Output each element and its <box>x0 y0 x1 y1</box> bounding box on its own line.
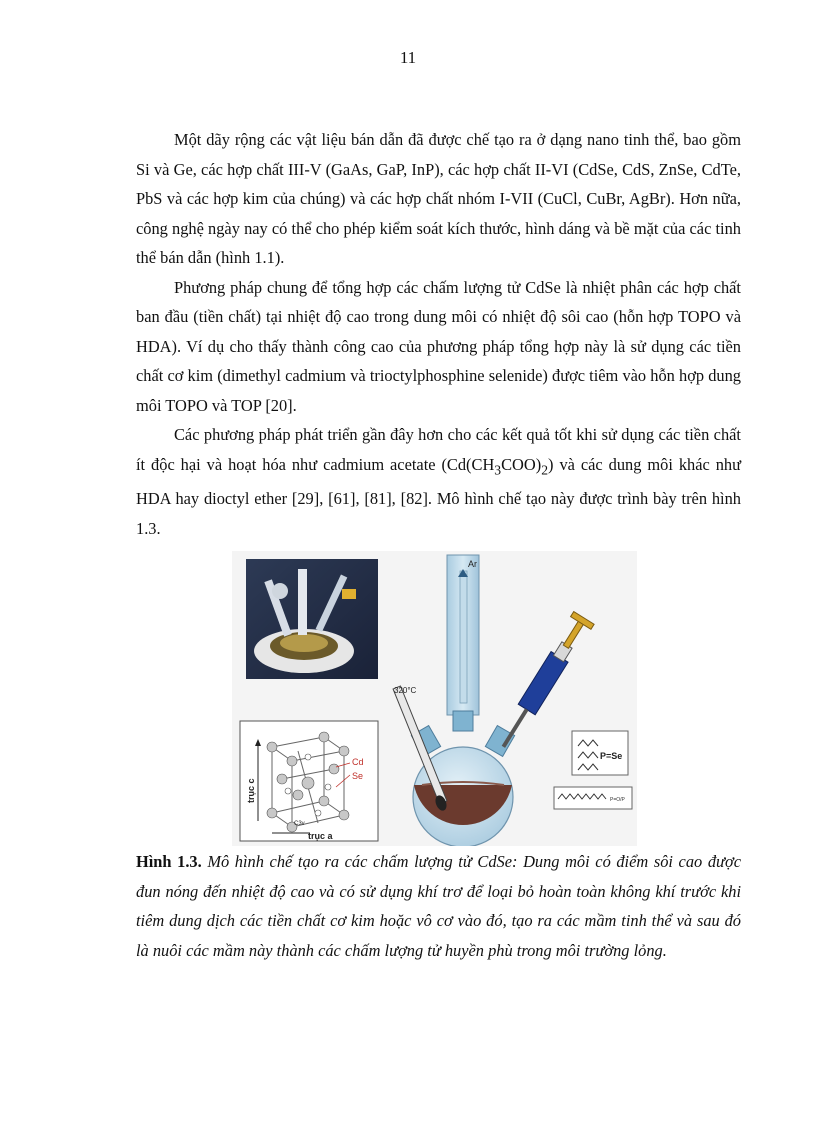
figure-drawing <box>232 551 637 846</box>
paragraph-3-mid: COO) <box>501 454 542 474</box>
paragraph-3-after: ) và các dung môi khác như HDA hay dioctyl ether [29], [61], [81], [82]. Mô hình chế tạo này được trình bày trên hình 1.3. <box>136 454 741 538</box>
axis-a-label: trục a <box>308 831 333 841</box>
p-se-label: P=Se <box>600 751 623 761</box>
paragraph-2: Phương pháp chung để tổng hợp các chấm lượng tử CdSe là nhiệt phân các hợp chất ban đầu (tiền chất) tại nhiệt độ cao trong dung môi có nhiệt độ sôi cao (hỗn hợp TOPO và HDA). Ví dụ cho thấy thành công cao của phương pháp tổng hợp này là sử dụng các tiền chất cơ kim (dimethyl cadmium và trioctylphosphine selenide) được tiêm vào hỗn hợp dung môi TOPO và TOP [20]. <box>136 277 741 415</box>
apparatus-photo <box>246 559 378 679</box>
c3v-label: C3v <box>294 821 305 827</box>
cd-label: Cd <box>352 757 364 767</box>
axis-c-label: trục c <box>246 778 256 803</box>
figure-synthesis-setup <box>232 551 637 846</box>
se-label: Se <box>352 771 364 781</box>
paragraph-3 <box>136 420 741 543</box>
paragraph-3-sub-2: 2 <box>541 461 549 477</box>
argon-inlet-tube <box>447 555 479 715</box>
caption-text: Mô hình chế tạo ra các chấm lượng tử CdSe: Dung môi có điểm sôi cao được đun nóng đến nhiệt độ cao và có sử dụng khí trơ để loại bỏ hoàn toàn không khí trước khi tiêm dung dịch các tiền chất cơ kim hoặc vô cơ vào đó, tạo ra các mầm tinh thể và sau đó là nuôi các mầm này thành các chấm lượng tử huyền phù trong môi trường lỏng. <box>136 852 741 960</box>
paragraph-1: Một dãy rộng các vật liệu bán dẫn đã được chế tạo ra ở dạng nano tinh thể, bao gồm Si và Ge, các hợp chất III-V (GaAs, GaP, InP), các hợp chất II-VI (CdSe, CdS, ZnSe, CdTe, PbS và các hợp kim của chúng) và các hợp chất nhóm I-VII (CuCl, CuBr, AgBr). Hơn nữa, công nghệ ngày nay có thể cho phép kiểm soát kích thước, hình dáng và bề mặt của các tinh thể bán dẫn (hình 1.1). <box>136 130 741 267</box>
solvent-molecule-box <box>554 787 632 809</box>
paragraph-3-before: Các phương pháp phát triển gần đây hơn cho các kết quả tốt khi sử dụng các tiền chất ít độc hại và hoạt hóa như cadmium acetate (Cd(CH <box>136 425 741 474</box>
argon-label: Ar <box>468 559 477 569</box>
body-text <box>136 125 741 543</box>
solvent-label: P=O/P <box>610 797 625 803</box>
figure-caption <box>136 847 741 965</box>
paragraph-3-sub-3: 3 <box>494 461 502 477</box>
page-number: 11 <box>399 48 417 67</box>
caption-label: Hình 1.3. <box>136 852 202 871</box>
crystal-structure-box <box>240 721 378 841</box>
temperature-label: 320°C <box>394 686 417 695</box>
reaction-flask <box>411 711 514 846</box>
precursor-molecule-box <box>572 731 628 775</box>
